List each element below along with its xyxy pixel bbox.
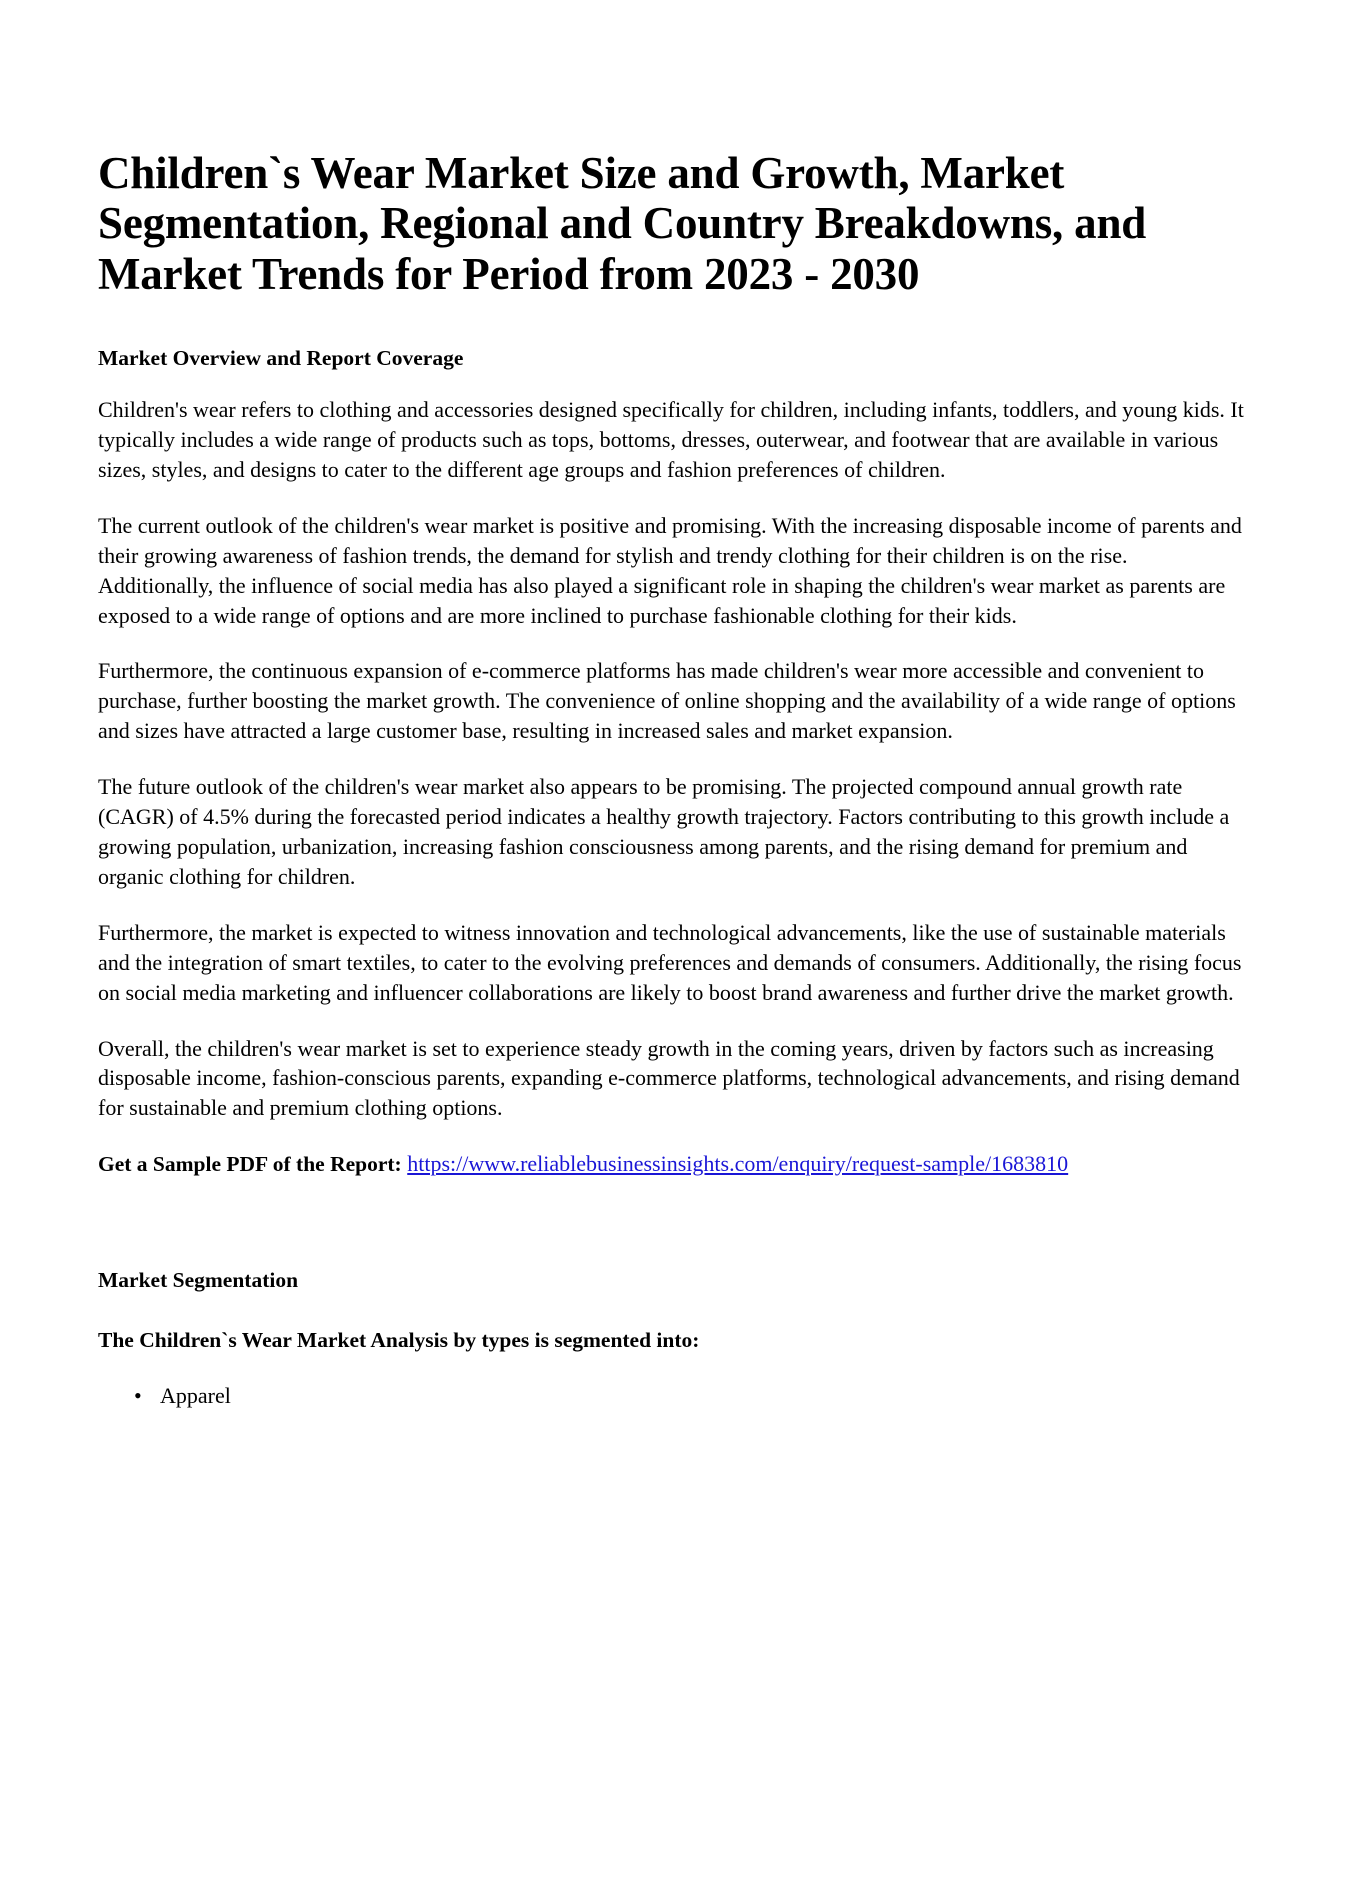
sample-pdf-link[interactable]: https://www.reliablebusinessinsights.com/enquiry/request-sample/1683810 bbox=[407, 1151, 1069, 1177]
list-item bbox=[134, 1381, 1245, 1411]
bullet-icon: • bbox=[134, 1383, 142, 1409]
overview-paragraph-1: Children's wear refers to clothing and accessories designed specifically for children, including infants, toddlers, and young kids. It typically includes a wide range of products such as tops, bottoms, dresses, outerwear, and footwear that are available in various sizes, styles, and designs to cater to the different age groups and fashion preferences of children. bbox=[98, 397, 1244, 482]
sample-pdf-label: Get a Sample PDF of the Report: bbox=[98, 1152, 402, 1177]
overview-paragraph-2: The current outlook of the children's wear market is positive and promising. With the increasing disposable income of parents and their growing awareness of fashion trends, the demand for stylish and trendy clothing for their children is on the rise. Additionally, the influence of social media has also played a significant role in shaping the children's wear market as parents are exposed to a wide range of options and are more inclined to purchase fashionable clothing for their kids. bbox=[98, 512, 1242, 628]
section-heading-market-overview: Market Overview and Report Coverage bbox=[98, 346, 464, 371]
segmentation-types-list bbox=[98, 1381, 1245, 1411]
sample-pdf-line bbox=[98, 1149, 1245, 1179]
list-item-label: Apparel bbox=[160, 1383, 231, 1409]
section-spacer bbox=[98, 1179, 1245, 1267]
segmentation-types-intro: The Children`s Wear Market Analysis by types is segmented into: bbox=[98, 1328, 700, 1353]
overview-paragraph-5: Furthermore, the market is expected to witness innovation and technological advancements, like the use of sustainable materials and the integration of smart textiles, to cater to the evolving preferences and demands of consumers. Additionally, the rising focus on social media marketing and influencer collaborations are likely to boost brand awareness and further drive the market growth. bbox=[98, 919, 1242, 1005]
overview-paragraph-4: The future outlook of the children's wear market also appears to be promising. The projected compound annual growth rate (CAGR) of 4.5% during the forecasted period indicates a healthy growth trajectory. Factors contributing to this growth include a growing population, urbanization, increasing fashion consciousness among parents, and the rising demand for premium and organic clothing for children. bbox=[98, 774, 1230, 889]
overview-paragraph-6: Overall, the children's wear market is set to experience steady growth in the coming years, driven by factors such as increasing disposable income, fashion-conscious parents, expanding e-commerce platforms, technological advancements, and rising demand for sustainable and premium clothing options. bbox=[98, 1035, 1240, 1121]
overview-paragraph-3: Furthermore, the continuous expansion of e-commerce platforms has made children's wear more accessible and convenient to purchase, further boosting the market growth. The convenience of online shopping and the availability of a wide range of options and sizes have attracted a large customer base, resulting in increased sales and market expansion. bbox=[98, 658, 1236, 744]
page-title: Children`s Wear Market Size and Growth, Market Segmentation, Regional and Country Breakdowns, and Market Trends for Period from 2023 - 2030 bbox=[98, 148, 1147, 299]
section-heading-market-segmentation: Market Segmentation bbox=[98, 1268, 299, 1293]
